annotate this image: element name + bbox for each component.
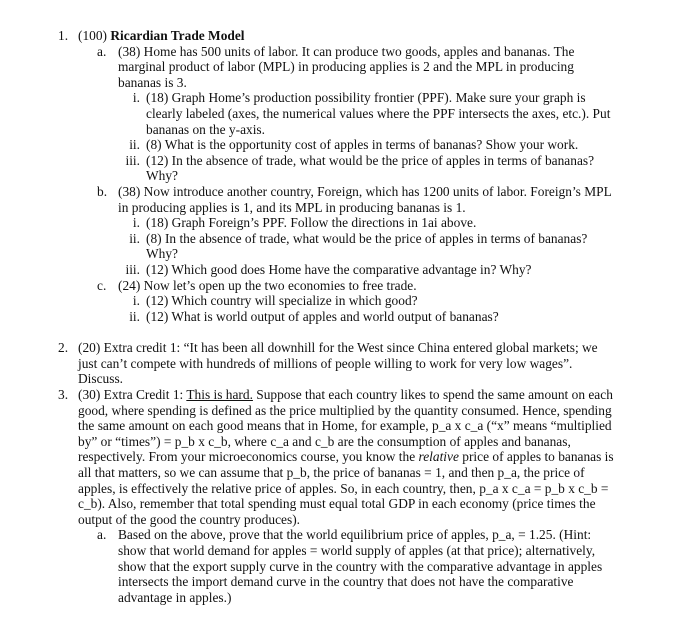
subpart-1c-i [0,293,700,309]
italic-term: relative [418,449,459,465]
subpart-text: (12) What is world output of apples and world output of bananas? [146,308,499,324]
subpart-numeral: iii. [125,261,140,277]
question-text: (20) Extra credit 1: “It has been all downhill for the West since China entered global markets; we just can’t compete with hundreds of millions of people willing to work for very low wages”. Discuss. [78,340,598,387]
part-text: (38) Home has 500 units of labor. It can produce two goods, apples and bananas. The marginal product of labor (MPL) in producing applies is 2 and the MPL in producing bananas is 3. [118,43,575,90]
subpart-numeral: i. [132,215,140,231]
subpart-text: (12) Which good does Home have the comparative advantage in? Why? [146,261,532,277]
question-title: Ricardian Trade Model [110,28,245,43]
subpart-1b-i [0,215,700,231]
subpart-1a-ii [0,137,700,153]
subpart-numeral: iii. [125,152,140,168]
subpart-numeral: i. [132,90,140,106]
part-3a [0,527,700,605]
part-text: Based on the above, prove that the world equilibrium price of apples, p_a, = 1.25. (Hint: show that world demand for apples = world supply of apples (at that price); alternatively, show that the export supply curve in the country with the comparative advantage in apples intersects the import demand curve in the country that does not have the comparative advantage in apples.) [118,527,603,605]
points: (100) [78,28,111,43]
subpart-numeral: ii. [129,308,140,324]
subpart-text: (12) In the absence of trade, what would be the price of apples in terms of bananas? Why? [146,152,595,184]
subpart-text: (12) Which country will specialize in which good? [146,293,418,309]
part-1c [0,278,700,294]
subpart-text: (8) What is the opportunity cost of apples in terms of bananas? Show your work. [146,137,579,153]
subpart-1b-iii [0,262,700,278]
subpart-text: (18) Graph Home’s production possibility frontier (PPF). Make sure your graph is clearly labeled (axes, the numerical values where the PPF intersects the axes, etc.). Put bananas on the y-axis. [146,90,611,137]
part-1a [0,44,700,91]
question-2 [0,340,700,387]
subpart-numeral: ii. [129,137,140,153]
question-number: 1. [58,28,69,43]
part-text: (24) Now let’s open up the two economies to free trade. [118,277,417,293]
question-text-post: price of apples to bananas is all that matters, so we can assume that p_b, the price of bananas = 1, and then p_a, the price of apples, is effectively the relative price of apples. So, in each country, then, p_a x c_a = p_b x c_b = c_b). Also, remember that total spending must equal total GDP in each economy (price times the output of the good the country produces). [78,449,614,527]
subpart-text: (8) In the absence of trade, what would be the price of apples in terms of bananas? Why? [146,230,588,262]
question-text-pre: (30) Extra Credit 1: [78,387,187,403]
part-1b [0,184,700,215]
subpart-1a-i [0,90,700,137]
subpart-1b-ii [0,231,700,262]
subpart-numeral: ii. [129,230,140,246]
question-number: 2. [58,340,69,356]
question-text-mid: Suppose that each country likes to spend the same amount on each good, where spending is defined as the price multiplied by the quantity consumed. Hence, spending the same amount on each good means that in Home, for example, p_a x c_a (“x” means “multiplied by” or “times”) = p_b x c_b, where c_a and c_b are the consumption of apples and bananas, respectively. From your microeconomics course, you know the [78,387,613,465]
part-text: (38) Now introduce another country, Foreign, which has 1200 units of labor. Foreign’s MPL in producing applies is 1, and its MPL in producing bananas is 1. [118,183,612,215]
subpart-numeral: i. [132,293,140,309]
subpart-text: (18) Graph Foreign’s PPF. Follow the directions in 1ai above. [146,215,477,231]
question-text [78,387,618,527]
question-number: 3. [58,387,69,403]
part-letter: b. [97,183,108,199]
part-letter: c. [97,277,107,293]
question-heading [78,28,618,44]
question-1 [0,28,700,44]
part-letter: a. [97,43,107,59]
spacer [0,324,700,340]
question-3 [0,387,700,527]
part-letter: a. [97,527,107,543]
subpart-1c-ii [0,309,700,325]
underlined-note: This is hard. [186,387,253,403]
subpart-1a-iii [0,153,700,184]
